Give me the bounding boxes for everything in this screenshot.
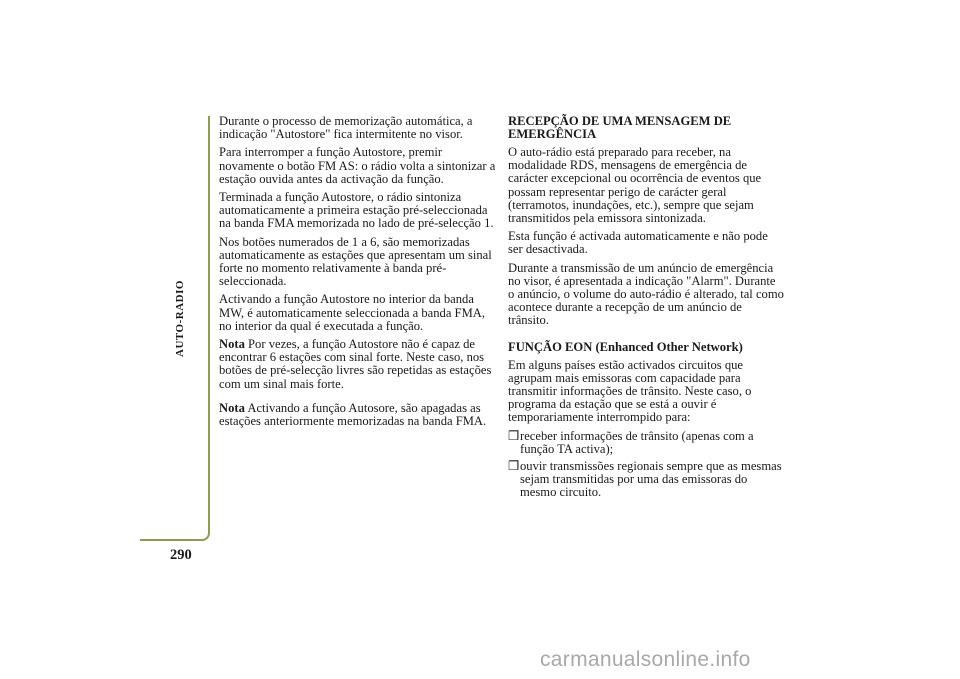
page-number: 290 xyxy=(170,547,192,563)
right-column xyxy=(508,115,784,504)
paragraph: Esta função é activada automaticamente e não pode ser desactivada. xyxy=(508,229,768,257)
paragraph: Terminada a função Autostore, o rádio sintoniza automaticamente a primeira estação pré-seleccionada na banda FMA memorizada no lado de pré-selecção 1. xyxy=(219,190,494,231)
note xyxy=(219,402,497,428)
heading-eon: FUNÇÃO EON (Enhanced Other Network) xyxy=(508,339,743,354)
paragraph: Activando a função Autostore no interior da banda MW, é automaticamente seleccionada a banda FMA, no interior da qual é executada a função. xyxy=(219,292,486,333)
list-item xyxy=(508,430,784,456)
paragraph: Para interromper a função Autostore, premir novamente o botão FM AS: o rádio volta a sintonizar a estação ouvida antes da activação da função. xyxy=(219,145,496,186)
note-text: Activando a função Autosore, são apagadas as estações anteriormente memorizadas na banda FMA. xyxy=(219,400,487,429)
note-text: Por vezes, a função Autostore não é capaz de encontrar 6 estações com sinal forte. Neste caso, nos botões de pré-selecção livres são repetidas as estações com um sinal mais forte. xyxy=(219,337,492,391)
checkbox-bullet-icon: ❒ xyxy=(508,459,520,474)
left-column xyxy=(219,115,497,433)
paragraph: Em alguns países estão activados circuitos que agrupam mais emissoras com capacidade para transmitir informações de trânsito. Neste caso, o programa da estação que se está a ouvir é temporariamente interrompido para: xyxy=(508,357,752,425)
checkbox-bullet-icon: ❒ xyxy=(508,428,520,443)
heading-emergency: RECEPÇÃO DE UMA MENSAGEM DE EMERGÊNCIA xyxy=(508,114,732,141)
list-item-text: receber informações de trânsito (apenas com a função TA activa); xyxy=(520,428,754,456)
watermark: carmanualsonline.info xyxy=(540,648,751,671)
note xyxy=(219,338,497,391)
paragraph: Durante o processo de memorização automática, a indicação "Autostore" fica intermitente no visor. xyxy=(219,114,473,142)
section-label: AUTO-RADIO xyxy=(174,280,186,357)
paragraph: Nos botões numerados de 1 a 6, são memorizadas automaticamente as estações que apresentam um sinal forte no momento relativamente à banda pré-seleccionada. xyxy=(219,234,492,289)
note-label: Nota xyxy=(219,337,245,352)
list-item xyxy=(508,460,784,500)
paragraph: O auto-rádio está preparado para receber, na modalidade RDS, mensagens de emergência de carácter excepcional ou ocorrência de eventos que possam representar perigo de carácter geral (terramotos, inundações, etc.), sempre que sejam transmitidos pela emissora sintonizada. xyxy=(508,145,762,226)
paragraph: Durante a transmissão de um anúncio de emergência no visor, é apresentada a indicação "Alarm". Durante o anúncio, o volume do auto-rádio é alterado, tal como acontece durante a recepção de um anúncio de trânsito. xyxy=(508,260,784,328)
bullet-list xyxy=(508,430,784,500)
note-label: Nota xyxy=(219,400,245,415)
list-item-text: ouvir transmissões regionais sempre que as mesmas sejam transmitidas por uma das emissoras do mesmo circuito. xyxy=(520,459,782,500)
